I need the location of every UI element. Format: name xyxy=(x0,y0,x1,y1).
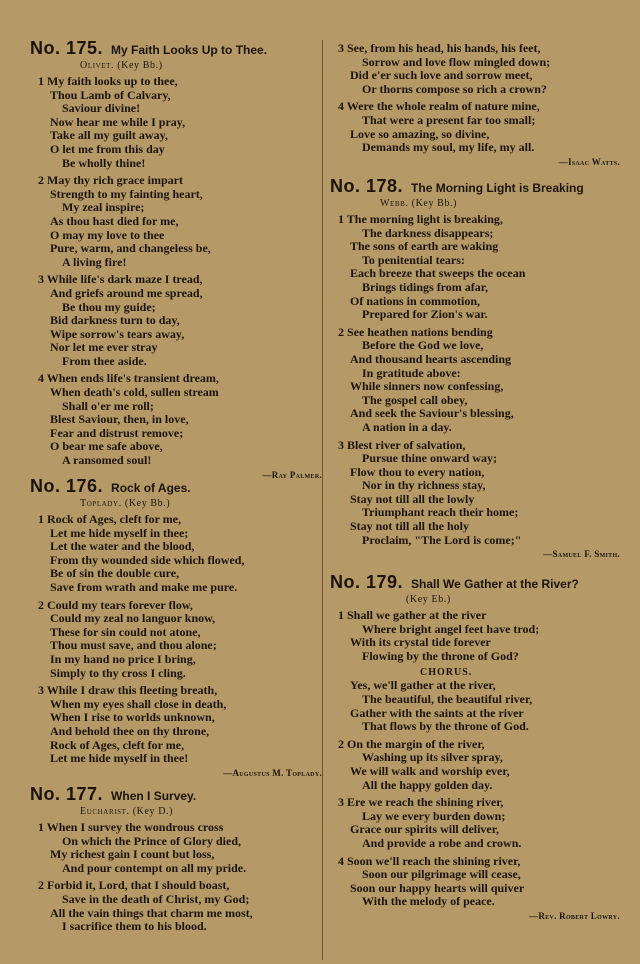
tune-line xyxy=(30,498,322,509)
hymn-175 xyxy=(30,38,322,480)
hymn-author: —Ray Palmer. xyxy=(262,469,322,480)
verse xyxy=(330,42,620,96)
verse xyxy=(30,372,322,467)
verse-line: 3 While life's dark maze I tread, xyxy=(38,272,203,287)
verse xyxy=(330,213,620,322)
tune-line xyxy=(30,60,322,71)
verse-line: Save from wrath and make me pure. xyxy=(50,579,238,594)
hymn-177-continued xyxy=(330,38,620,167)
verse-line: With its crystal tide forever xyxy=(350,635,491,650)
verse-line: 1 My faith looks up to thee, xyxy=(38,74,178,88)
verse-line: O bear me safe above, xyxy=(50,439,163,454)
verse-line: Before the God we love, xyxy=(362,338,484,353)
hymn-title: Rock of Ages. xyxy=(111,481,191,495)
verse-line: Saviour divine! xyxy=(62,101,141,116)
tune-line xyxy=(30,806,322,817)
column-divider xyxy=(322,40,323,960)
hymn-title: My Faith Looks Up to Thee. xyxy=(111,43,268,57)
verse-line: And thousand hearts ascending xyxy=(350,351,512,366)
verse-line: Triumphant reach their home; xyxy=(362,505,519,520)
verse-line: Proclaim, "The Lord is come;" xyxy=(362,532,522,547)
verse xyxy=(330,855,620,909)
verse-line: 1 Rock of Ages, cleft for me, xyxy=(38,512,182,526)
verse-line: 4 Were the whole realm of nature mine, xyxy=(338,99,540,114)
verse-line: Let me hide myself in thee; xyxy=(50,525,189,540)
verse-line: Blest Saviour, then, in love, xyxy=(50,412,189,427)
verse-line: And seek the Saviour's blessing, xyxy=(350,406,514,421)
verse xyxy=(30,513,322,595)
verse xyxy=(330,439,620,548)
verse-line: Demands my soul, my life, my all. xyxy=(362,140,535,155)
verse-line: Rock of Ages, cleft for me, xyxy=(50,737,185,752)
hymn-178 xyxy=(330,176,620,559)
hymn-heading xyxy=(330,176,620,197)
verse-line: Did e'er such love and sorrow meet, xyxy=(350,68,533,83)
verse-line: The beautiful, the beautiful river, xyxy=(362,691,533,706)
verse-line: A nation in a day. xyxy=(362,419,452,434)
verse-line: A ransomed soul! xyxy=(62,453,152,468)
verse xyxy=(30,599,322,681)
hymn-heading xyxy=(30,38,322,59)
verse-line: Soon our pilgrimage will cease, xyxy=(362,867,521,882)
hymn-heading xyxy=(330,572,620,593)
verse-line: Flowing by the throne of God? xyxy=(362,648,519,663)
hymn-author: —Samuel F. Smith. xyxy=(543,549,620,560)
verse-line: Take all my guilt away, xyxy=(50,128,168,143)
verse-line: O let me from this day xyxy=(50,141,165,156)
verse-line: 3 Ere we reach the shining river, xyxy=(338,795,504,810)
verse-line: While sinners now confessing, xyxy=(350,379,504,394)
verse-line: Yes, we'll gather at the river, xyxy=(350,678,496,693)
hymn-number: No. 176. xyxy=(30,476,104,496)
verse xyxy=(30,273,322,368)
verse xyxy=(30,821,322,875)
verse-line: Be thou my guide; xyxy=(62,299,156,314)
tune-line xyxy=(330,198,620,209)
hymn-heading xyxy=(30,476,322,497)
verse-line: These for sin could not atone, xyxy=(50,624,201,639)
verse-line: Bid darkness turn to day, xyxy=(50,313,180,328)
verse-line: Prepared for Zion's war. xyxy=(362,307,488,322)
verse-line: On which the Prince of Glory died, xyxy=(62,833,241,848)
verse-line: The gospel call obey, xyxy=(362,392,468,407)
verse xyxy=(330,326,620,435)
verse-line: When my eyes shall close in death, xyxy=(50,696,227,711)
verse-line: Be wholly thine! xyxy=(62,155,146,170)
hymn-heading xyxy=(30,784,322,805)
verse-line: And behold thee on thy throne, xyxy=(50,723,210,738)
verse-line: 2 May thy rich grace impart xyxy=(38,173,183,188)
verse-line: Pursue thine onward way; xyxy=(362,451,498,466)
verse-line: Soon our happy hearts will quiver xyxy=(350,880,525,895)
verse-line: And provide a robe and crown. xyxy=(362,835,522,850)
verse-line: Thou must save, and thou alone; xyxy=(50,638,217,653)
verse-line: Simply to thy cross I cling. xyxy=(50,665,186,680)
verse-line: 3 See, from his head, his hands, his feet, xyxy=(338,41,541,55)
verse-line: When I rise to worlds unknown, xyxy=(50,710,215,725)
verse-line: A living fire! xyxy=(62,254,127,269)
verse-line: Nor let me ever stray xyxy=(50,340,158,355)
tune-key: (Key Eb.) xyxy=(406,594,451,605)
tune-name: Olivet. xyxy=(80,60,115,71)
verse-line: Let me hide myself in thee! xyxy=(50,751,189,766)
verse-line: When death's cold, sullen stream xyxy=(50,385,219,400)
verse-line: My richest gain I count but loss, xyxy=(50,847,215,862)
hymn-number: No. 175. xyxy=(30,38,104,58)
verse xyxy=(30,75,322,170)
verse-line: That flows by the throne of God. xyxy=(362,719,529,734)
verse-line: Of nations in commotion, xyxy=(350,293,481,308)
verse-line: Shall o'er me roll; xyxy=(62,398,154,413)
verse-line: 2 See heathen nations bending xyxy=(338,324,493,339)
tune-name: Toplady. xyxy=(80,498,122,509)
tune-name: Webb. xyxy=(380,198,409,209)
verse-line: Let the water and the blood, xyxy=(50,539,195,554)
verse-line: Brings tidings from afar, xyxy=(362,279,489,294)
verse-line: Stay not till all the holy xyxy=(350,519,470,534)
hymn-author: —Isaac Watts. xyxy=(558,156,620,167)
verse-line: 4 Soon we'll reach the shining river, xyxy=(338,853,521,868)
verse-line: Pure, warm, and changeless be, xyxy=(50,241,211,256)
hymn-176 xyxy=(30,476,322,778)
verse-line: Love so amazing, so divine, xyxy=(350,126,490,141)
verse-line: 1 The morning light is breaking, xyxy=(338,212,503,226)
verse-line: Thou Lamb of Calvary, xyxy=(50,87,171,102)
verse-line: Stay not till all the lowly xyxy=(350,491,475,506)
hymn-number: No. 178. xyxy=(330,176,404,196)
verse-line: Nor in thy richness stay, xyxy=(362,478,486,493)
verse-line: Could my zeal no languor know, xyxy=(50,611,216,626)
verse-line: To penitential tears: xyxy=(362,252,465,267)
hymn-number: No. 179. xyxy=(330,572,404,592)
tune-key: (Key Bb.) xyxy=(117,60,163,71)
hymn-177 xyxy=(30,784,322,934)
verse-line: Sorrow and love flow mingled down; xyxy=(362,54,551,69)
verse-line: In gratitude above: xyxy=(362,365,461,380)
hymn-author: —Rev. Robert Lowry. xyxy=(529,910,620,921)
verse-line: All the vain things that charm me most, xyxy=(50,905,253,920)
verse-line: With the melody of peace. xyxy=(362,894,495,909)
verse-line: Or thorns compose so rich a crown? xyxy=(362,81,547,96)
verse-line: And pour contempt on all my pride. xyxy=(62,860,247,875)
verse-line: I sacrifice them to his blood. xyxy=(62,919,207,934)
hymn-179 xyxy=(330,572,620,921)
verse-line: And griefs around me spread, xyxy=(50,285,203,300)
verse xyxy=(330,667,620,733)
hymn-title: The Morning Light is Breaking xyxy=(411,181,584,195)
verse-line: O may my love to thee xyxy=(50,227,165,242)
verse-line: Save in the death of Christ, my God; xyxy=(62,891,250,906)
chorus-label: CHORUS. xyxy=(420,667,473,679)
verse-line: Gather with the saints at the river xyxy=(350,705,524,720)
tune-line xyxy=(330,594,620,605)
hymn-title: Shall We Gather at the River? xyxy=(411,577,579,591)
verse-line: 2 Forbid it, Lord, that I should boast, xyxy=(38,878,230,893)
tune-key: (Key D.) xyxy=(132,806,174,817)
verse-line: As thou hast died for me, xyxy=(50,213,179,228)
verse-line: Where bright angel feet have trod; xyxy=(362,621,540,636)
verse-line: Strength to my fainting heart, xyxy=(50,186,203,201)
verse xyxy=(330,738,620,792)
tune-name: Eucharist. xyxy=(80,806,130,817)
verse-line: We will walk and worship ever, xyxy=(350,763,510,778)
verse-line: Grace our spirits will deliver, xyxy=(350,822,499,837)
verse xyxy=(30,684,322,766)
verse-line: All the happy golden day. xyxy=(362,777,493,792)
verse-line: My zeal inspire; xyxy=(62,200,145,215)
verse xyxy=(330,100,620,154)
verse-line: From thee aside. xyxy=(62,353,147,368)
verse-line: 1 Shall we gather at the river xyxy=(338,608,487,622)
verse-line: Now hear me while I pray, xyxy=(50,114,186,129)
verse-line: From thy wounded side which flowed, xyxy=(50,552,245,567)
verse-line: Each breeze that sweeps the ocean xyxy=(350,266,526,281)
verse-line: Be of sin the double cure, xyxy=(50,566,180,581)
verse-line: 1 When I survey the wondrous cross xyxy=(38,820,224,834)
hymn-author: —Augustus M. Toplady. xyxy=(223,767,322,778)
verse xyxy=(330,609,620,663)
verse-line: In my hand no price I bring, xyxy=(50,651,196,666)
verse xyxy=(30,879,322,933)
verse-line: 2 On the margin of the river, xyxy=(338,736,485,751)
verse-line: The sons of earth are waking xyxy=(350,239,499,254)
verse-line: The darkness disappears; xyxy=(362,225,494,240)
tune-key: (Key Bb.) xyxy=(411,198,458,209)
tune-key: (Key Bb.) xyxy=(124,498,171,509)
verse-line: Wipe sorrow's tears away, xyxy=(50,326,185,341)
verse-line: Fear and distrust remove; xyxy=(50,425,184,440)
verse xyxy=(30,174,322,269)
verse-line: Washing up its silver spray, xyxy=(362,750,503,765)
verse-line: 3 While I draw this fleeting breath, xyxy=(38,683,218,698)
verse-line: 3 Blest river of salvation, xyxy=(338,437,466,452)
hymn-number: No. 177. xyxy=(30,784,104,804)
verse-line: 4 When ends life's transient dream, xyxy=(38,371,219,386)
verse xyxy=(330,796,620,850)
hymn-title: When I Survey. xyxy=(111,789,197,803)
verse-line: Lay we every burden down; xyxy=(362,808,506,823)
verse-line: 2 Could my tears forever flow, xyxy=(38,597,193,612)
verse-line: That were a present far too small; xyxy=(362,112,536,127)
verse-line: Flow thou to every nation, xyxy=(350,464,485,479)
